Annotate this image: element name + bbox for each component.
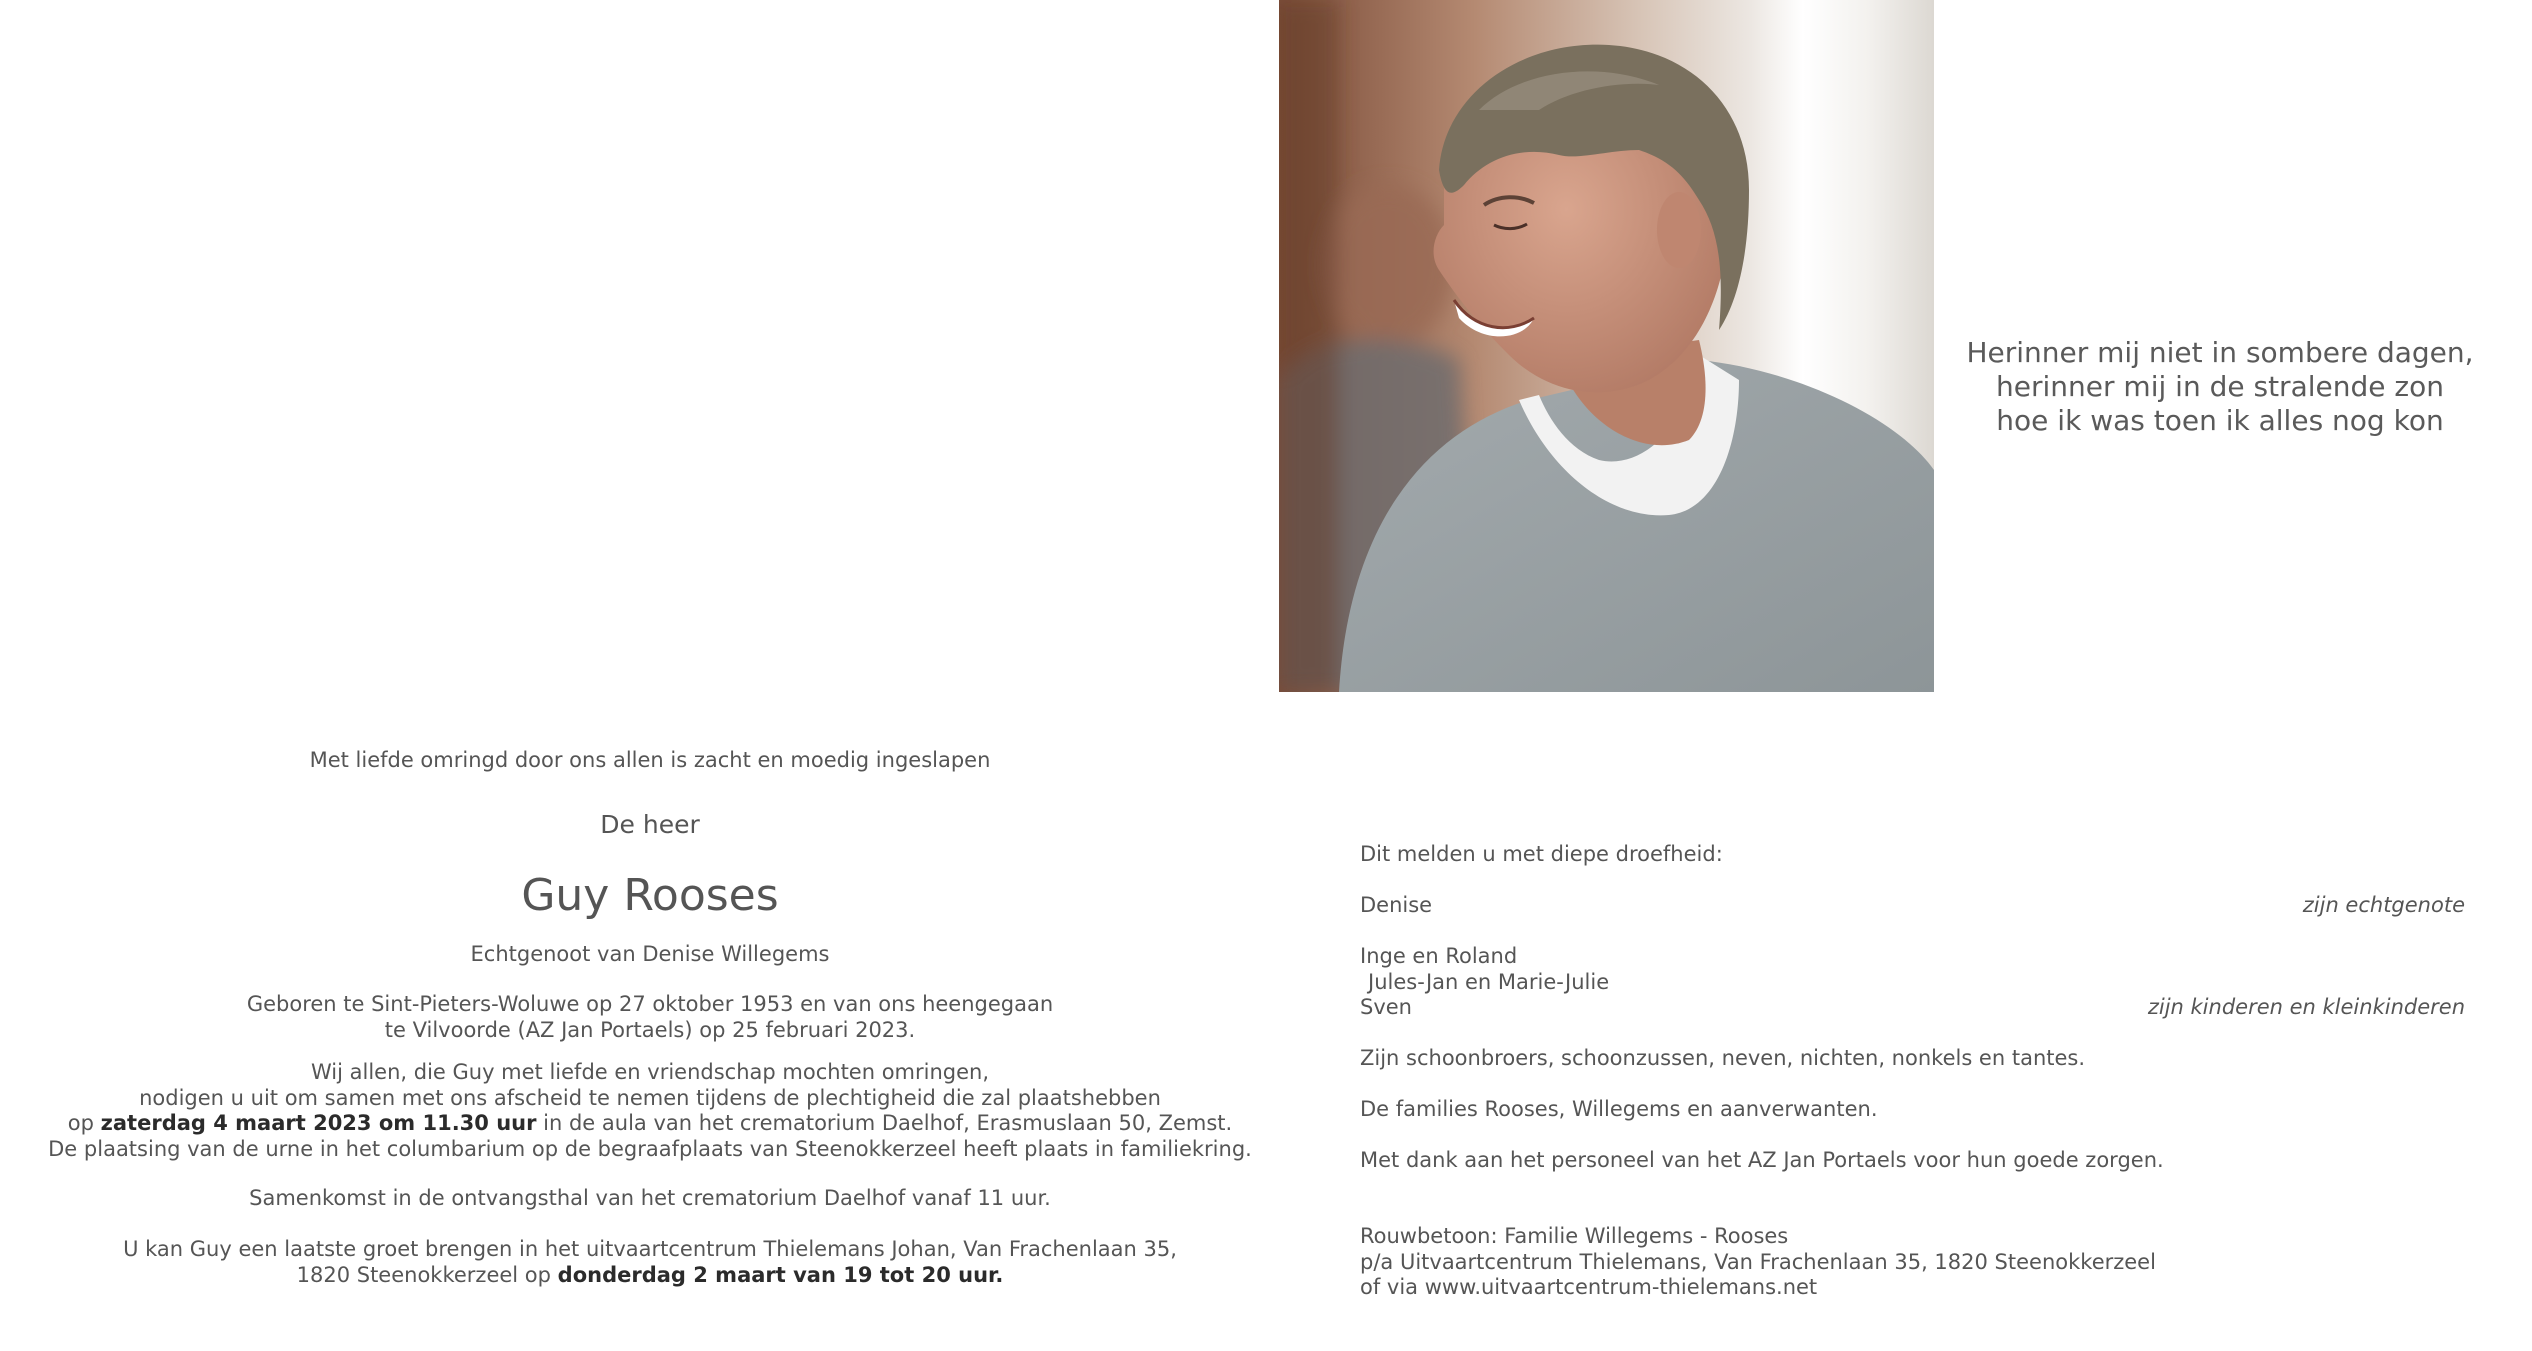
text-fragment: in de aula van het crematorium Daelhof, Erasmuslaan 50, Zemst. bbox=[536, 1111, 1233, 1135]
ceremony-invitation bbox=[0, 1060, 1300, 1162]
family-children bbox=[1360, 944, 2465, 1021]
family-member-name: Inge en Roland bbox=[1360, 944, 1518, 968]
poem bbox=[1960, 336, 2480, 438]
family-relation: zijn kinderen en kleinkinderen bbox=[2147, 995, 2465, 1019]
family-member-name: Sven bbox=[1360, 995, 1412, 1019]
poem-line: hoe ik was toen ik alles nog kon bbox=[1996, 404, 2444, 437]
relatives-line: Zijn schoonbroers, schoonzussen, neven, nichten, nonkels en tantes. bbox=[1360, 1046, 2086, 1070]
portrait-photo bbox=[1279, 0, 1934, 692]
death-line: te Vilvoorde (AZ Jan Portaels) op 25 februari 2023. bbox=[384, 1017, 916, 1042]
mourning-line: Rouwbetoon: Familie Willegems - Rooses bbox=[1360, 1224, 1789, 1248]
family-member-name: Denise bbox=[1360, 893, 1433, 917]
title-text: De heer bbox=[600, 810, 700, 839]
visitation-date-line bbox=[0, 1263, 1300, 1289]
deceased-name: Guy Rooses bbox=[521, 870, 779, 921]
ceremony-date: zaterdag 4 maart 2023 om 11.30 uur bbox=[100, 1111, 537, 1135]
visitation-line: U kan Guy een laatste groet brengen in het uitvaartcentrum Thielemans Johan, Van Frachenlaan 35, bbox=[123, 1237, 1177, 1261]
urn-placement-line: De plaatsing van de urne in het columbarium op de begraafplaats van Steenokkerzeel heeft plaats in familiekring. bbox=[48, 1136, 1252, 1161]
family-row bbox=[1360, 995, 2465, 1021]
ceremony-date-line bbox=[0, 1111, 1300, 1137]
invitation-line: Wij allen, die Guy met liefde en vriendschap mochten omringen, bbox=[310, 1060, 990, 1084]
mourning-website: of via www.uitvaartcentrum-thielemans.net bbox=[1360, 1275, 1818, 1299]
poem-line: Herinner mij niet in sombere dagen, bbox=[1966, 336, 2474, 369]
family-spouse bbox=[1360, 893, 2465, 919]
families-line: De families Rooses, Willegems en aanverwanten. bbox=[1360, 1097, 1878, 1121]
portrait-illustration bbox=[1279, 0, 1934, 692]
family-relation: zijn echtgenote bbox=[2302, 893, 2465, 917]
family-row bbox=[1360, 893, 2465, 919]
gathering-info: Samenkomst in de ontvangsthal van het crematorium Daelhof vanaf 11 uur. bbox=[249, 1186, 1051, 1210]
text-fragment: 1820 Steenokkerzeel op bbox=[296, 1262, 558, 1287]
birth-line: Geboren te Sint-Pieters-Woluwe op 27 oktober 1953 en van ons heengegaan bbox=[246, 992, 1054, 1016]
invitation-line: nodigen u uit om samen met ons afscheid te nemen tijdens de plechtigheid die zal plaatshebben bbox=[139, 1085, 1161, 1110]
intro-text: Met liefde omringd door ons allen is zacht en moedig ingeslapen bbox=[309, 748, 991, 772]
mourning-address: p/a Uitvaartcentrum Thielemans, Van Frachenlaan 35, 1820 Steenokkerzeel bbox=[1360, 1249, 2156, 1274]
family-heading: Dit melden u met diepe droefheid: bbox=[1360, 842, 1723, 866]
thanks-line: Met dank aan het personeel van het AZ Jan Portaels voor hun goede zorgen. bbox=[1360, 1148, 2164, 1172]
poem-line: herinner mij in de stralende zon bbox=[1996, 370, 2444, 403]
spouse-line: Echtgenoot van Denise Willegems bbox=[470, 942, 830, 966]
visitation-date: donderdag 2 maart van 19 tot 20 uur. bbox=[557, 1262, 1004, 1287]
birth-info bbox=[0, 992, 1300, 1043]
text-fragment: op bbox=[67, 1111, 101, 1135]
mourning-contact bbox=[1360, 1224, 2465, 1301]
visitation-info bbox=[0, 1237, 1300, 1288]
family-member-name: Jules-Jan en Marie-Julie bbox=[1368, 969, 1610, 994]
